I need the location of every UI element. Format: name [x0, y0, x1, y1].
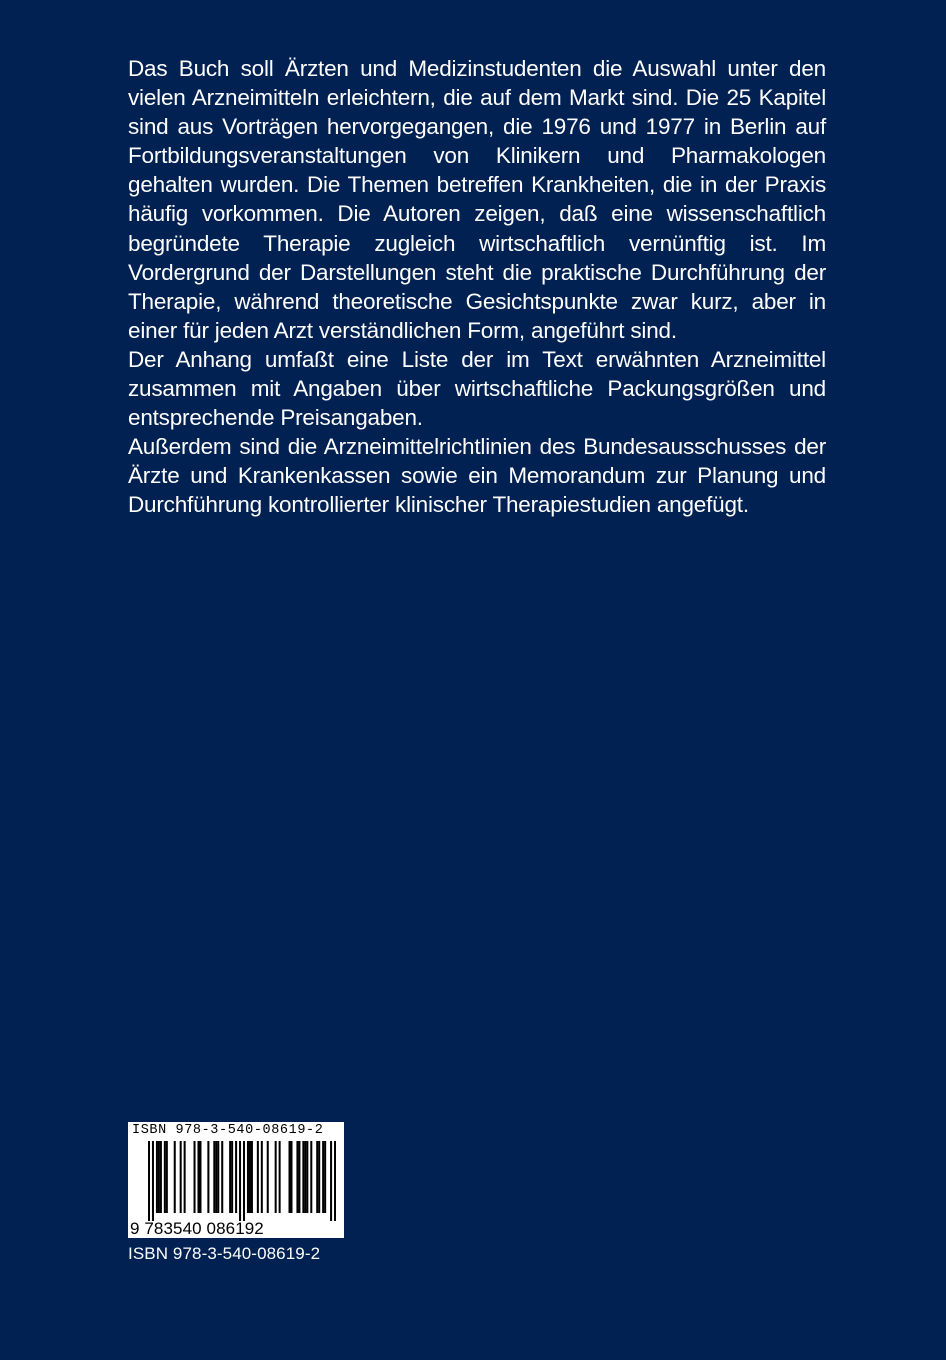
barcode-bar — [243, 1141, 245, 1221]
barcode-bar — [267, 1141, 269, 1213]
blurb-text — [128, 54, 826, 520]
barcode-bar — [235, 1141, 237, 1213]
barcode-bar — [322, 1141, 324, 1213]
blurb-paragraph-2: Der Anhang umfaßt eine Liste der im Text erwähnten Arzneimittel zusammen mit Angaben über wirtschaftliche Packungsgrößen und entsprechende Preisangaben. — [128, 346, 826, 431]
barcode-bar — [229, 1141, 231, 1213]
barcode-bar — [251, 1141, 253, 1213]
barcode-bar — [279, 1141, 281, 1213]
barcode-bar — [158, 1141, 160, 1213]
barcode-bar — [164, 1141, 166, 1213]
barcode-bar — [174, 1141, 176, 1213]
barcode-bar — [166, 1141, 168, 1213]
barcode-bar — [289, 1141, 291, 1213]
barcode-bar — [257, 1141, 259, 1213]
barcode-bar — [290, 1141, 292, 1213]
blurb-paragraph-1: Das Buch soll Ärzten und Medizinstudenten die Auswahl unter den vielen Arzneimitteln erleichtern, die auf dem Markt sind. Die 25 Kapitel sind aus Vorträgen hervorgegangen, die 1976 und 1977 in Berlin auf Fortbildungsveranstaltungen von Klinikern und Pharmakologen gehalten wurden. Die Themen betreffen Krankheiten, die in der Praxis häufig vorkommen. Die Autoren zeigen, daß eine wissenschaftlich begründete Therapie zugleich wirtschaftlich vernünftig ist. Im Vordergrund der Darstellungen steht die praktische Durchführung der Therapie, während theoretische Gesichtspunkte zwar kurz, aber in einer für jeden Arzt verständlichen Form, angeführt sind. — [128, 56, 826, 343]
barcode-bar — [298, 1141, 300, 1213]
barcode-bar — [148, 1141, 150, 1221]
isbn-text: ISBN 978-3-540-08619-2 — [128, 1244, 321, 1263]
barcode-bar — [310, 1141, 312, 1213]
barcode-bar — [213, 1141, 215, 1213]
barcode-bar — [330, 1141, 332, 1221]
barcode-bar — [197, 1141, 199, 1213]
barcode-bar — [296, 1141, 298, 1213]
isbn-barcode — [128, 1122, 344, 1238]
barcode-bar — [275, 1141, 277, 1213]
barcode-bar — [199, 1141, 201, 1213]
barcode-bar — [302, 1141, 304, 1213]
barcode-digits: 9 783540 086192 — [130, 1219, 264, 1238]
barcode-bar — [207, 1141, 209, 1213]
barcode-bar — [160, 1141, 162, 1213]
barcode-bar — [247, 1141, 249, 1213]
barcode-bar — [221, 1141, 223, 1213]
barcode-bar — [152, 1141, 154, 1221]
barcode-bar — [318, 1141, 320, 1213]
barcode-bar — [306, 1141, 308, 1213]
barcode-bar — [156, 1141, 158, 1213]
barcode-bar — [194, 1141, 196, 1213]
barcode-bar — [249, 1141, 251, 1213]
barcode-bar — [217, 1141, 219, 1213]
barcode-bar — [231, 1141, 233, 1213]
barcode-bar — [184, 1141, 186, 1213]
barcode-bar — [304, 1141, 306, 1213]
barcode-bars — [148, 1141, 336, 1221]
barcode-bar — [261, 1141, 263, 1213]
barcode-bar — [316, 1141, 318, 1213]
blurb-paragraph-3: Außerdem sind die Arzneimittelrichtlinien des Bundesausschusses der Ärzte und Krankenkassen sowie ein Memorandum zur Planung und Durchführung kontrollierter klinischer Therapiestudien angefügt. — [128, 434, 826, 518]
barcode-bar — [239, 1141, 241, 1221]
barcode-bar — [180, 1141, 182, 1213]
barcode-bar — [334, 1141, 336, 1221]
barcode-bar — [215, 1141, 217, 1213]
barcode-bar — [324, 1141, 326, 1213]
barcode-isbn-label: ISBN 978-3-540-08619-2 — [132, 1123, 324, 1138]
